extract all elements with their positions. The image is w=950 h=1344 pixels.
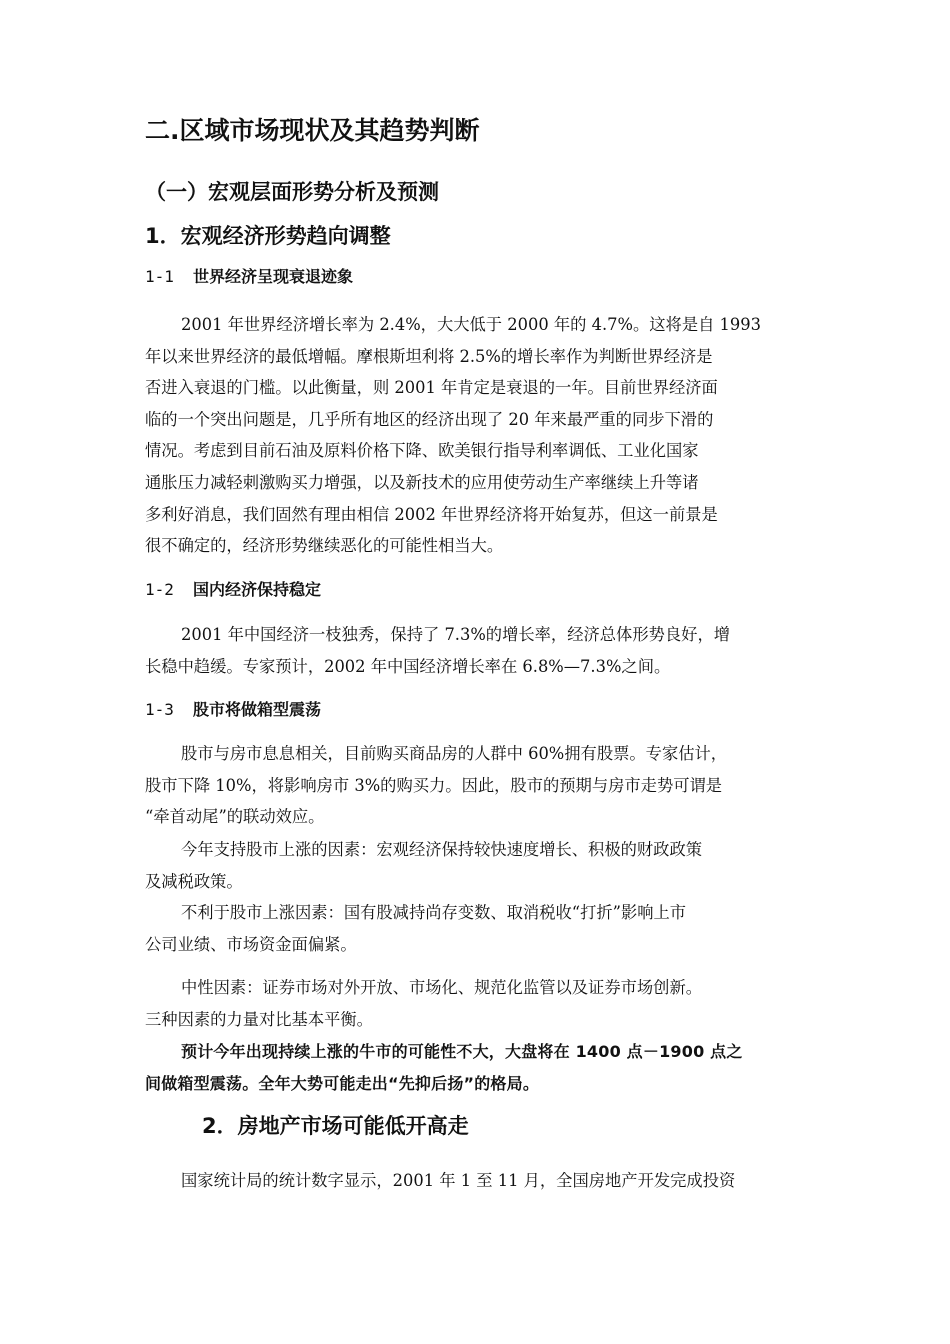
text-line: 情况。考虑到目前石油及原料价格下降、欧美银行指导利率调低、工业化国家 — [145, 441, 699, 461]
paragraph-supporting-factors — [145, 834, 815, 897]
item-title: 股市将做箱型震荡 — [193, 700, 322, 719]
subsection-title: （一）宏观层面形势分析及预测 — [145, 180, 439, 204]
paragraph-world-economy — [145, 309, 815, 562]
heading-macro-economy: 1．宏观经济形势趋向调整 — [145, 224, 391, 248]
text-line: 股市下降 10%，将影响房市 3%的购买力。因此，股市的预期与房市走势可谓是 — [145, 775, 723, 795]
paragraph-neutral-factors — [145, 972, 815, 1035]
section-title: 二.区域市场现状及其趋势判断 — [145, 116, 480, 145]
text-line: 很不确定的，经济形势继续恶化的可能性相当大。 — [145, 536, 504, 556]
paragraph-domestic-economy — [145, 619, 815, 682]
item-title: 世界经济呈现衰退迹象 — [193, 267, 354, 286]
text-line: 中性因素：证券市场对外开放、市场化、规范化监管以及证券市场创新。 — [181, 978, 703, 997]
text-line: 股市与房市息息相关，目前购买商品房的人群中 60%拥有股票。专家估计， — [181, 744, 728, 763]
text-line: 多利好消息，我们固然有理由相信 2002 年世界经济将开始复苏，但这一前景是 — [145, 504, 718, 524]
text-line: 否进入衰退的门槛。以此衡量，则 2001 年肯定是衰退的一年。目前世界经济面 — [145, 378, 718, 398]
text-line: 临的一个突出问题是，几乎所有地区的经济出现了 20 年来最严重的同步下滑的 — [145, 409, 714, 429]
text-line: 国家统计局的统计数字显示，2001 年 1 至 11 月，全国房地产开发完成投资 — [181, 1171, 736, 1190]
text-line: 三种因素的力量对比基本平衡。 — [145, 1009, 373, 1029]
item-heading-1-1 — [145, 264, 353, 290]
paragraph-market-forecast — [145, 1036, 815, 1099]
text-line: 2001 年世界经济增长率为 2.4%，大大低于 2000 年的 4.7%。这将是自 1993 — [181, 315, 761, 334]
item-number: 1-3 — [145, 700, 174, 719]
item-number: 1-1 — [145, 267, 174, 286]
text-line: 及减税政策。 — [145, 871, 243, 891]
text-line: 通胀压力减轻刺激购买力增强，以及新技术的应用使劳动生产率继续上升等诸 — [145, 472, 699, 492]
paragraph-unfavorable-factors — [145, 897, 815, 960]
text-line: 不利于股市上涨因素：国有股减持尚存变数、取消税收“打折”影响上市 — [181, 903, 687, 922]
heading-real-estate: 2．房地产市场可能低开高走 — [202, 1114, 469, 1138]
text-line: 公司业绩、市场资金面偏紧。 — [145, 934, 357, 954]
item-number: 1-2 — [145, 580, 174, 599]
item-heading-1-3 — [145, 697, 321, 723]
text-line: “牵首动尾”的联动效应。 — [145, 807, 325, 827]
text-line: 间做箱型震荡。全年大势可能走出“先抑后扬”的格局。 — [145, 1073, 540, 1093]
text-line: 年以来世界经济的最低增幅。摩根斯坦利将 2.5%的增长率作为判断世界经济是 — [145, 346, 713, 366]
text-line: 今年支持股市上涨的因素：宏观经济保持较快速度增长、积极的财政政策 — [181, 840, 703, 859]
text-line: 长稳中趋缓。专家预计，2002 年中国经济增长率在 6.8%—7.3%之间。 — [145, 656, 671, 676]
item-title: 国内经济保持稳定 — [193, 580, 322, 599]
paragraph-stock-housing — [145, 738, 815, 833]
text-line: 2001 年中国经济一枝独秀，保持了 7.3%的增长率，经济总体形势良好，增 — [181, 625, 731, 644]
text-line: 预计今年出现持续上涨的牛市的可能性不大，大盘将在 1400 点－1900 点之 — [181, 1042, 743, 1061]
item-heading-1-2 — [145, 577, 321, 603]
paragraph-real-estate-stats — [145, 1165, 815, 1197]
